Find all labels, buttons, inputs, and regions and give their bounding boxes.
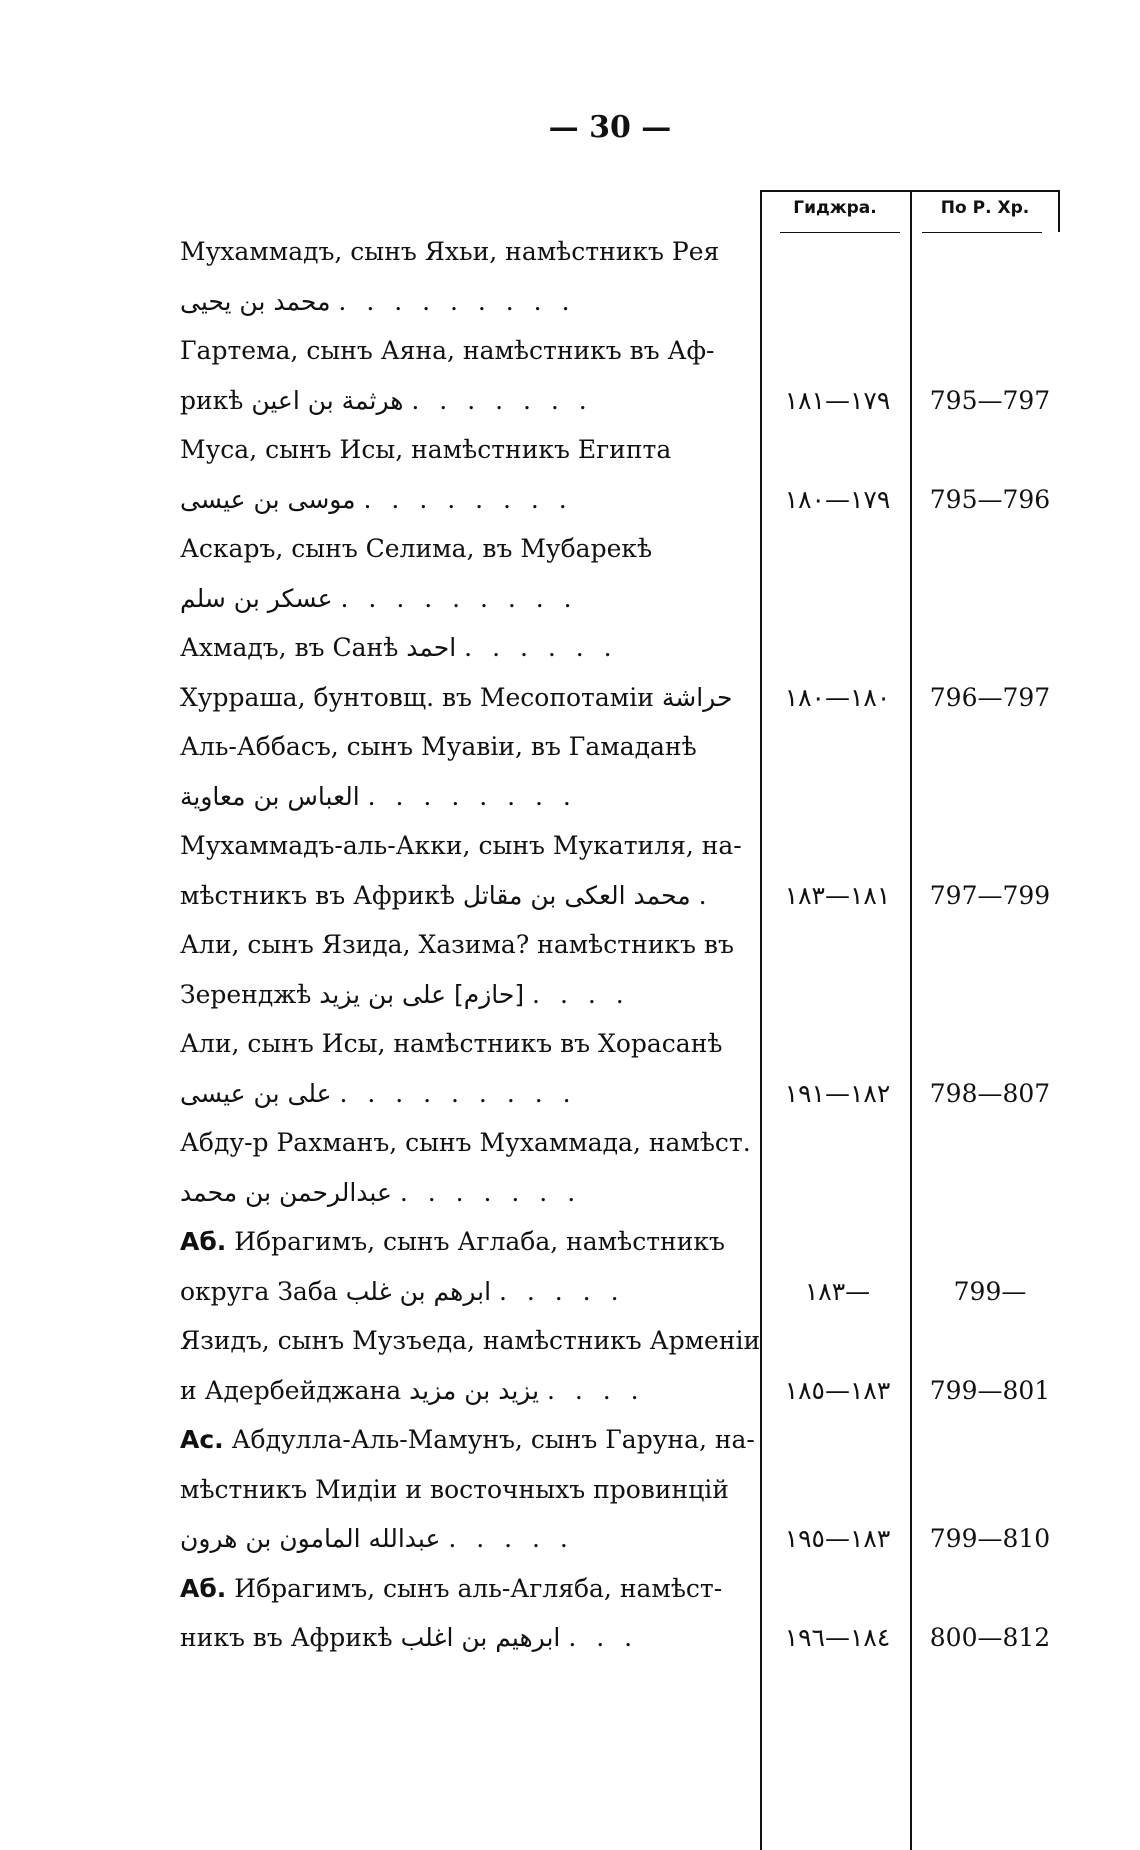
entry-line — [180, 826, 740, 866]
entry-line — [180, 1272, 740, 1312]
hijra-date-cell: ١٧٩—١٨٠ — [784, 485, 891, 514]
leader-dots: . . . . . . — [464, 633, 618, 662]
table-middle-rule — [910, 190, 912, 1850]
leader-dots: . . . . . — [448, 1524, 574, 1553]
entry-text: и Адербейджана — [180, 1376, 402, 1405]
entry-text: округа Заба — [180, 1277, 338, 1306]
hijra-column-header: Гиджра. — [793, 198, 877, 218]
entry-text: никъ въ Африкѣ — [180, 1623, 393, 1652]
arabic-name: عبدالرحمن بن محمد — [180, 1178, 392, 1207]
entry-line — [180, 975, 740, 1015]
arabic-name: [حازم] على بن يزيد — [319, 980, 525, 1009]
arabic-name: عبدالله المامون بن هرون — [180, 1524, 441, 1553]
dynasty-abbreviation: Аб. — [180, 1574, 227, 1603]
entry-text: Абдулла-Аль-Мамунъ, сынъ Гаруна, на- — [231, 1425, 755, 1454]
leader-dots: . . . . . . . — [411, 386, 593, 415]
entry-line — [180, 529, 740, 569]
arabic-name: عسكر بن سلم — [180, 584, 333, 613]
entry-text: мѣстникъ Мидіи и восточныхъ провинцій — [180, 1475, 729, 1504]
hijra-date-cell: ١٨٠—١٨٠ — [784, 683, 891, 712]
entry-text: Ибрагимъ, сынъ аль-Агляба, намѣст- — [234, 1574, 723, 1603]
entry-text: Ахмадъ, въ Санѣ — [180, 633, 399, 662]
ad-date-cell: 797—799 — [929, 881, 1051, 910]
ad-date-cell: 795—796 — [929, 485, 1051, 514]
entry-line — [180, 1222, 740, 1262]
arabic-name: يزيد بن مزيد — [409, 1376, 540, 1405]
entry-text: мѣстникъ въ Африкѣ — [180, 881, 455, 910]
entry-line — [180, 925, 740, 965]
entry-line — [180, 1173, 740, 1213]
entry-line — [180, 1074, 740, 1114]
entry-line — [180, 1569, 740, 1609]
entry-line — [180, 1470, 740, 1510]
hijra-date-cell: ١٨١—١٨٣ — [784, 881, 891, 910]
entry-line — [180, 381, 740, 421]
date-table-frame — [760, 190, 1060, 1850]
ad-date-cell: 796—797 — [929, 683, 1051, 712]
entry-text: Мухаммадъ-аль-Акки, сынъ Мукатиля, на- — [180, 831, 742, 860]
ad-date-cell: 795—797 — [929, 386, 1051, 415]
leader-dots: . . . . . . . — [399, 1178, 582, 1207]
entry-line — [180, 628, 740, 668]
leader-dots: . — [698, 881, 713, 910]
entry-text: Гартема, сынъ Аяна, намѣстникъ въ Аф- — [180, 336, 715, 365]
entry-text: Зеренджѣ — [180, 980, 312, 1009]
entry-line — [180, 678, 740, 718]
entry-text: Абду-р Рахманъ, сынъ Мухаммада, намѣст. — [180, 1128, 751, 1157]
arabic-name: ابرهم بن غلب — [345, 1277, 492, 1306]
hijra-date-cell: ١٨٤—١٩٦ — [784, 1623, 891, 1652]
entry-line — [180, 1420, 755, 1460]
arabic-name: محمد العكى بن مقاتل — [462, 881, 691, 910]
arabic-name: العباس بن معاوية — [180, 782, 360, 811]
entry-text: Али, сынъ Язида, Хазима? намѣстникъ въ — [180, 930, 734, 959]
arabic-name: حراشة — [661, 683, 733, 712]
leader-dots: . . . . — [532, 980, 630, 1009]
arabic-name: على بن عيسى — [180, 1079, 332, 1108]
entry-text: Хурраша, бунтовщ. въ Месопотаміи — [180, 683, 654, 712]
table-left-rule — [760, 190, 762, 1850]
ad-column-header: По Р. Хр. — [940, 198, 1030, 218]
entry-line — [180, 876, 740, 916]
hijra-date-cell: ١٧٩—١٨١ — [784, 386, 891, 415]
ad-date-cell: 800—812 — [929, 1623, 1051, 1652]
hijra-date-cell: ١٨٣—١٩٥ — [784, 1524, 891, 1553]
entry-line — [180, 1123, 751, 1163]
entry-line — [180, 331, 740, 371]
dynasty-abbreviation: Ас. — [180, 1425, 224, 1454]
leader-dots: . . . . . . . . — [363, 485, 573, 514]
entry-text: Язидъ, сынъ Музъеда, намѣстникъ Арменіи — [180, 1326, 761, 1355]
ad-header-underline — [922, 232, 1042, 233]
hijra-date-cell: ١٨٣—١٨٥ — [784, 1376, 891, 1405]
entry-text: рикѣ — [180, 386, 244, 415]
entry-text: Аскаръ, сынъ Селима, въ Мубарекѣ — [180, 534, 653, 563]
entry-text: Ибрагимъ, сынъ Аглаба, намѣстникъ — [234, 1227, 725, 1256]
ad-date-cell: 799— — [953, 1277, 1027, 1306]
leader-dots: . . . . — [547, 1376, 645, 1405]
arabic-name: ابرهيم بن اغلب — [400, 1623, 561, 1652]
leader-dots: . . . . . — [499, 1277, 625, 1306]
arabic-name: موسى بن عيسى — [180, 485, 356, 514]
hijra-header-underline — [780, 232, 900, 233]
entry-line — [180, 1519, 740, 1559]
page-number: — 30 — — [548, 110, 672, 145]
dynasty-abbreviation: Аб. — [180, 1227, 227, 1256]
leader-dots: . . . . . . . . . — [339, 1079, 577, 1108]
entry-line — [180, 1024, 740, 1064]
entry-line — [180, 579, 740, 619]
entry-line — [180, 282, 740, 322]
arabic-name: احمد — [406, 633, 457, 662]
entry-line — [180, 1371, 740, 1411]
leader-dots: . . . . . . . . — [367, 782, 577, 811]
ad-date-cell: 799—801 — [929, 1376, 1051, 1405]
entry-line — [180, 430, 740, 470]
entry-line — [180, 1321, 761, 1361]
hijra-date-cell: ١٨٢—١٩١ — [784, 1079, 891, 1108]
entry-line — [180, 1618, 740, 1658]
leader-dots: . . . . . . . . . — [338, 287, 576, 316]
entry-text: Мухаммадъ, сынъ Яхьи, намѣстникъ Рея — [180, 237, 720, 266]
ad-date-cell: 799—810 — [929, 1524, 1051, 1553]
ad-date-cell: 798—807 — [929, 1079, 1051, 1108]
entry-text: Аль-Аббасъ, сынъ Муавіи, въ Гамаданѣ — [180, 732, 697, 761]
entry-line — [180, 480, 740, 520]
arabic-name: هرثمة بن اعين — [251, 386, 404, 415]
arabic-name: محمد بن يحيى — [180, 287, 331, 316]
entry-text: Али, сынъ Исы, намѣстникъ въ Хорасанѣ — [180, 1029, 723, 1058]
entry-line — [180, 777, 740, 817]
hijra-date-cell: ١٨٣— — [804, 1277, 871, 1306]
leader-dots: . . . — [568, 1623, 639, 1652]
entry-line — [180, 232, 740, 272]
entry-text: Муса, сынъ Исы, намѣстникъ Египта — [180, 435, 672, 464]
leader-dots: . . . . . . . . . — [340, 584, 578, 613]
entry-line — [180, 727, 740, 767]
